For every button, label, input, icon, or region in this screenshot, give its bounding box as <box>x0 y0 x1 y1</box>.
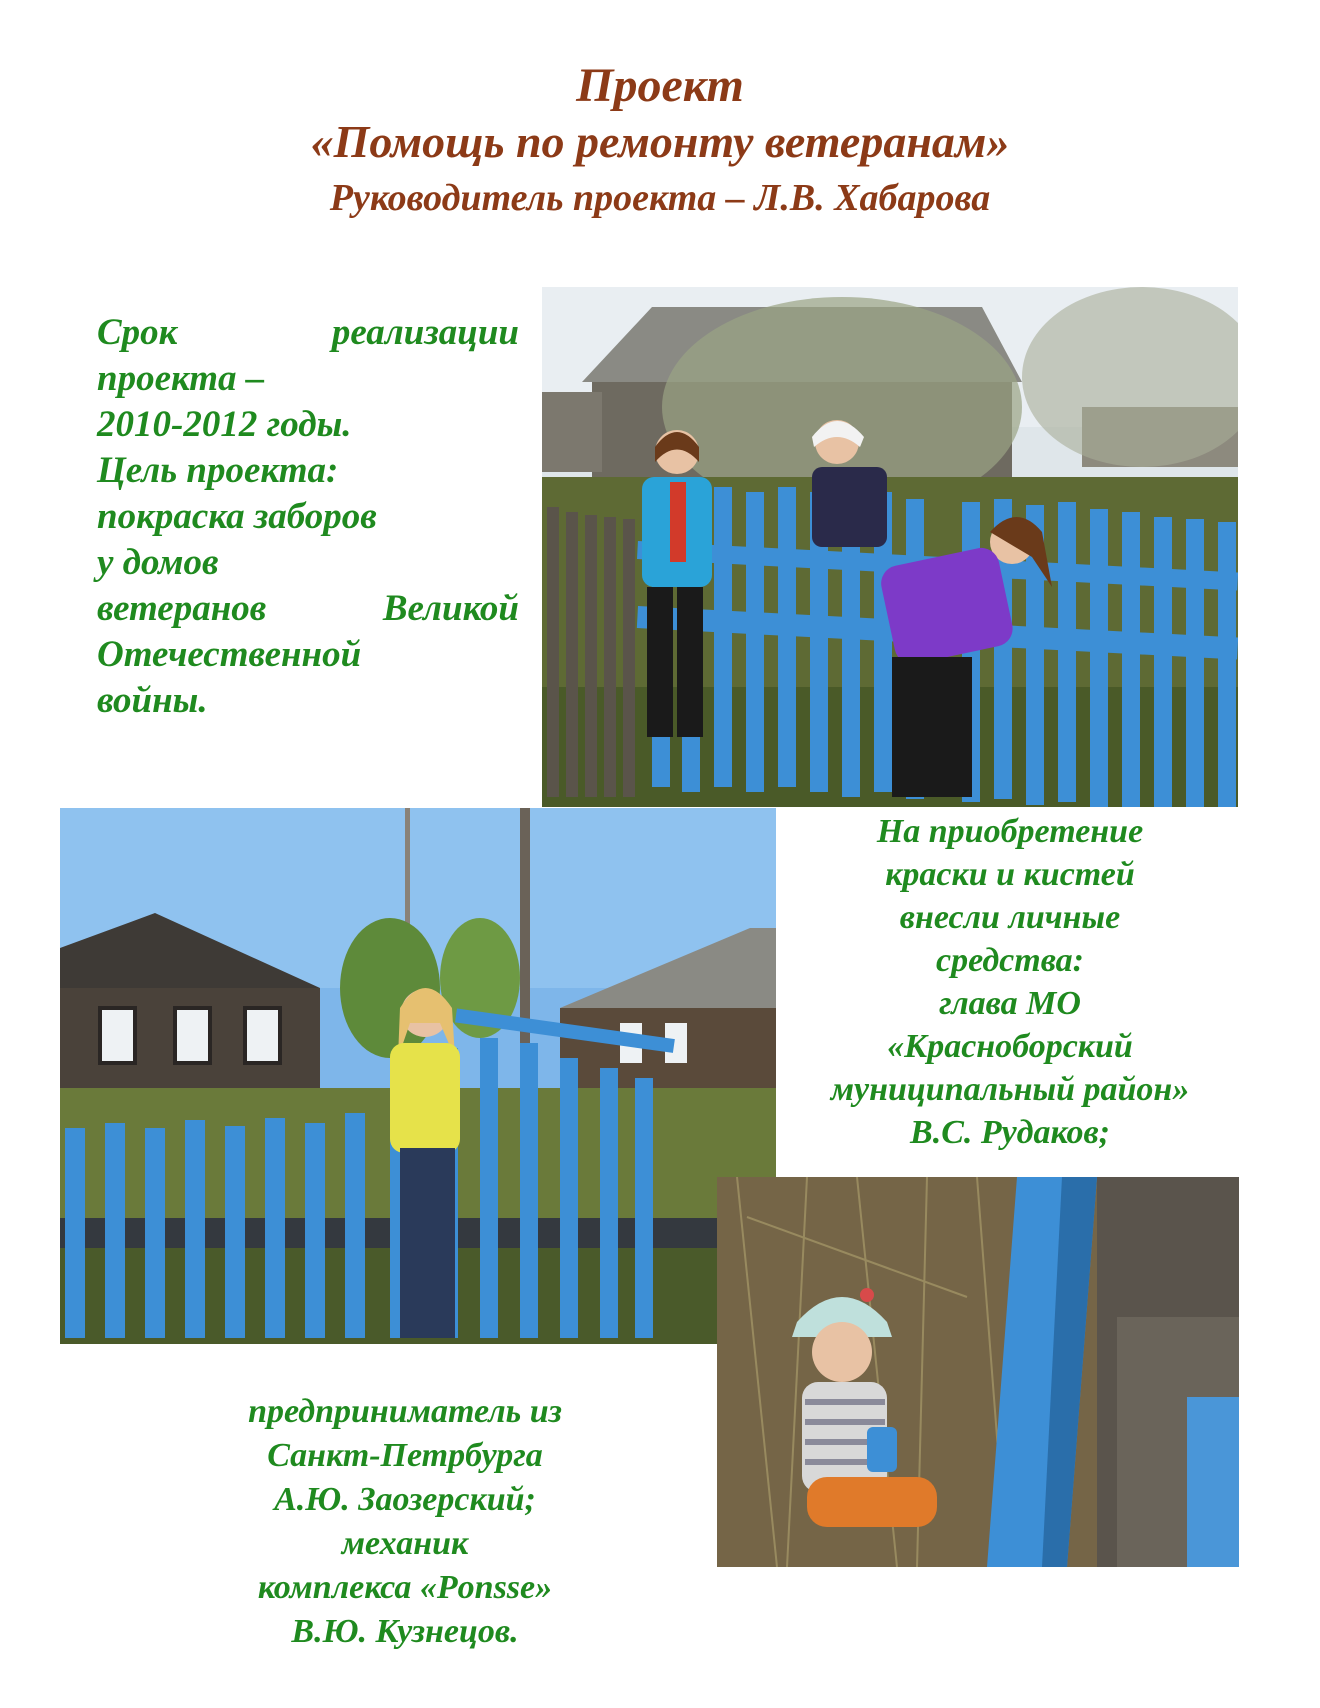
text-line: предприниматель из <box>248 1393 562 1430</box>
text-line: средства: <box>935 942 1085 979</box>
text-line: Отечественной <box>97 634 362 675</box>
project-description <box>97 310 519 724</box>
text-line: войны. <box>97 680 208 721</box>
text-line: механик <box>341 1525 469 1562</box>
text-line: внесли личные <box>899 899 1121 936</box>
text-line: муниципальный район» <box>830 1071 1190 1108</box>
text-line: Срок реализации <box>97 312 519 353</box>
funding-text <box>775 810 1245 1154</box>
text-line: А.Ю. Заозерский; <box>274 1481 536 1518</box>
text-line: Санкт-Петрбурга <box>267 1437 543 1474</box>
page-header <box>0 58 1320 226</box>
text-line: В.С. Рудаков; <box>910 1114 1110 1151</box>
project-leader: Руководитель проекта – Л.В. Хабарова <box>329 177 991 219</box>
text-line: «Красноборский <box>887 1028 1133 1065</box>
header-title: Проект <box>576 59 744 112</box>
photo-girl-yellow-shirt <box>60 808 776 1344</box>
text-line: глава МО <box>939 985 1081 1022</box>
photo-girls-painting-fence <box>542 287 1238 807</box>
text-line: покраска заборов <box>97 496 377 537</box>
text-line: у домов <box>97 542 219 583</box>
text-line: На приобретение <box>876 813 1144 850</box>
sponsors-text <box>180 1390 630 1654</box>
text-line: комплекса «Ponsse» <box>257 1569 553 1606</box>
text-line: 2010-2012 годы. <box>97 404 352 445</box>
text-line: Цель проекта: <box>97 450 339 491</box>
text-line: В.Ю. Кузнецов. <box>291 1613 519 1650</box>
text-line: краски и кистей <box>885 856 1135 893</box>
project-name: «Помощь по ремонту ветеранам» <box>310 116 1010 167</box>
text-line: проекта – <box>97 358 265 399</box>
text-line: ветеранов Великой <box>97 588 519 629</box>
photo-child-painting <box>717 1177 1239 1567</box>
